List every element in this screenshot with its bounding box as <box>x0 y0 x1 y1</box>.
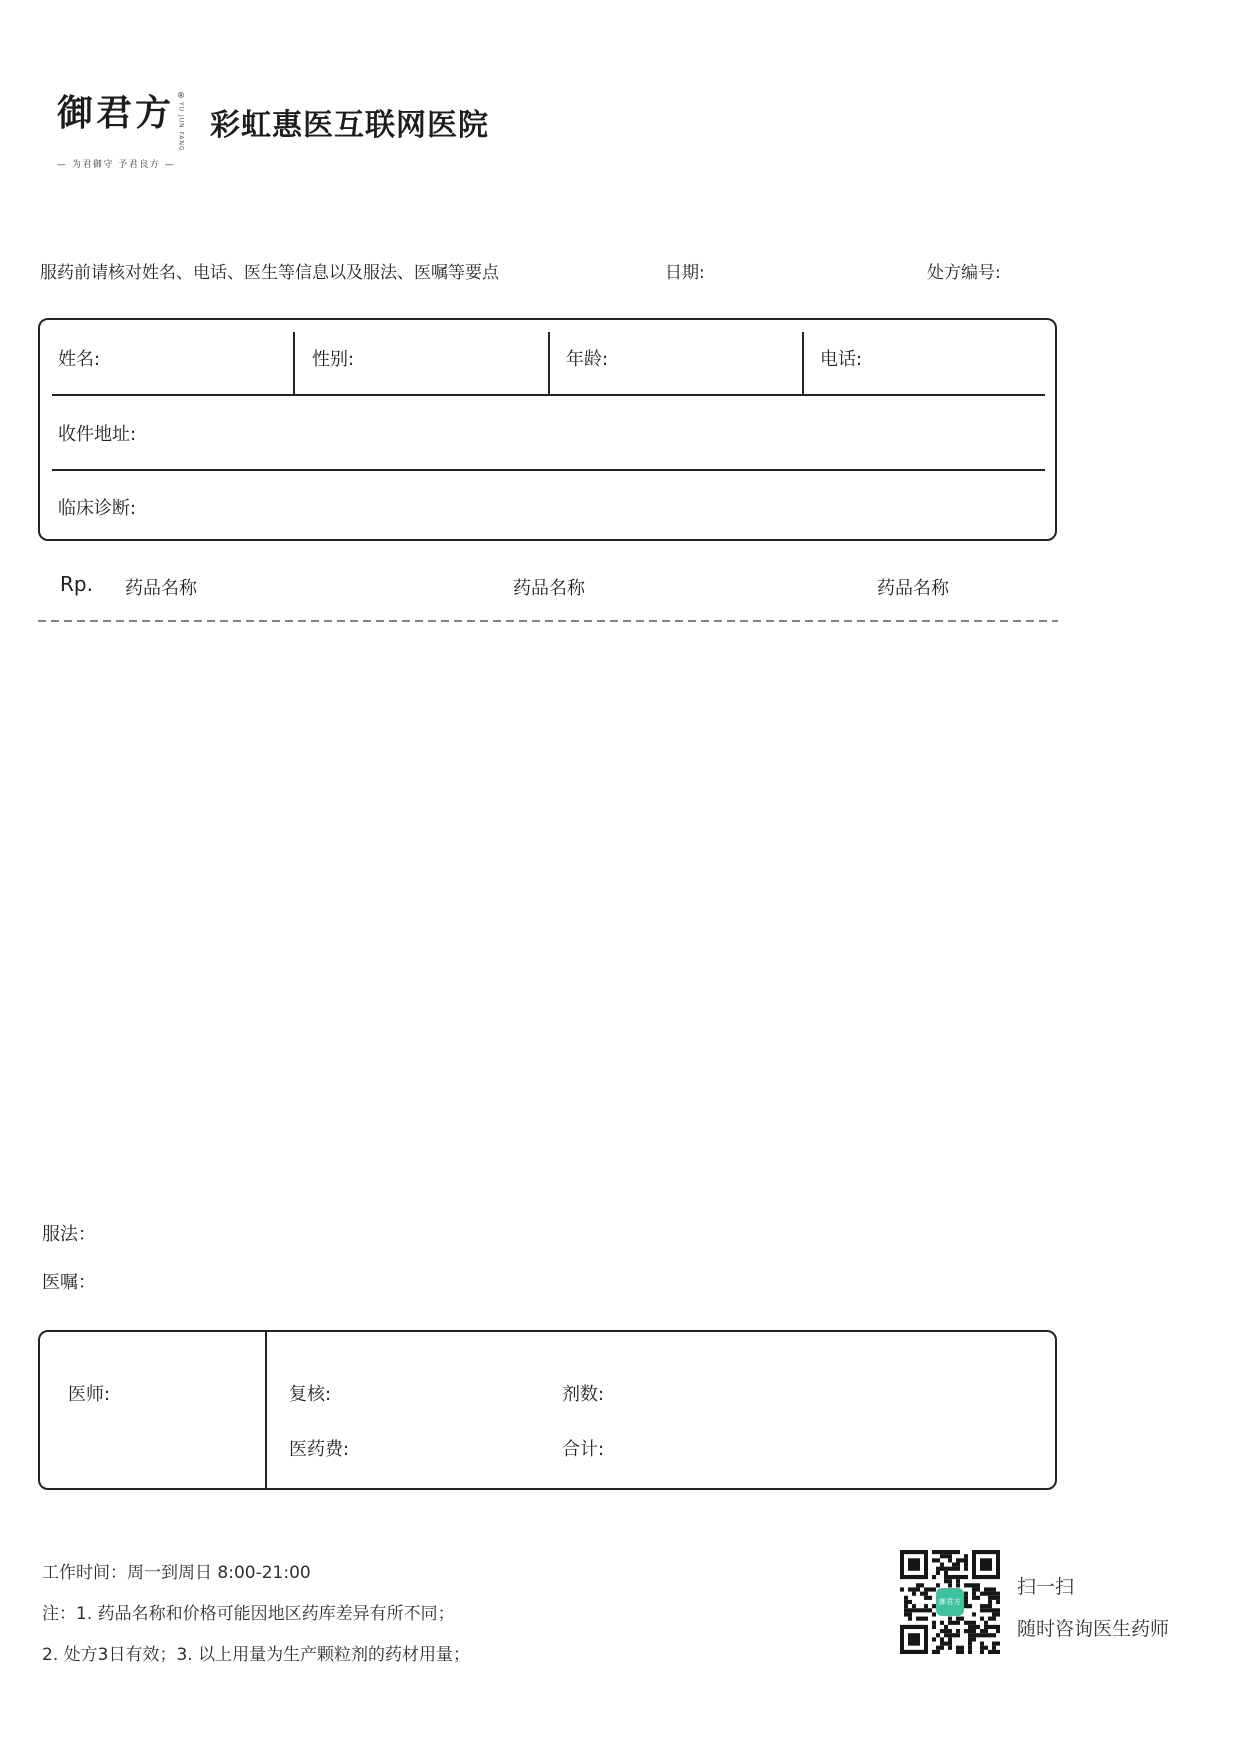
signoff-box <box>38 1330 1057 1490</box>
physician-label: 医师: <box>68 1384 111 1405</box>
patient-info-box <box>38 318 1057 541</box>
phone-label: 电话: <box>820 349 863 370</box>
logo-tagline: — 为君御守 予君良方 — <box>57 159 176 170</box>
qr-code <box>900 1550 1000 1654</box>
total-label: 合计: <box>562 1439 605 1460</box>
address-label: 收件地址: <box>58 424 137 445</box>
divider <box>265 1332 267 1488</box>
doses-label: 剂数: <box>562 1384 605 1405</box>
drug-name-column: 药品名称 <box>125 578 197 599</box>
qr-center-text: 御君方 <box>938 1598 962 1606</box>
rp-label: Rp. <box>60 572 93 596</box>
divider <box>293 332 295 394</box>
drug-name-column: 药品名称 <box>877 578 949 599</box>
footnote-1: 注：1. 药品名称和价格可能因地区药库差异有所不同； <box>42 1604 455 1624</box>
logo-mark <box>177 92 185 152</box>
hospital-title: 彩虹惠医互联网医院 <box>210 108 489 143</box>
scan-caption: 扫一扫 <box>1017 1576 1075 1598</box>
logo-text: 御君方 <box>57 92 175 134</box>
prescription-number-label: 处方编号: <box>927 263 1001 283</box>
dashed-separator <box>38 620 1058 622</box>
usage-label: 服法： <box>42 1224 96 1245</box>
review-label: 复核: <box>289 1384 332 1405</box>
registered-trademark-icon: ® <box>177 91 186 100</box>
doctor-advice-label: 医嘱： <box>42 1272 96 1293</box>
divider <box>548 332 550 394</box>
verify-notice: 服药前请核对姓名、电话、医生等信息以及服法、医嘱等要点 <box>40 263 499 283</box>
footnote-2: 2. 处方3日有效；3. 以上用量为生产颗粒剂的药材用量； <box>42 1645 471 1665</box>
working-hours: 工作时间：周一到周日 8:00-21:00 <box>42 1563 311 1583</box>
logo-row <box>57 90 185 152</box>
drug-name-column: 药品名称 <box>513 578 585 599</box>
divider <box>52 394 1045 396</box>
date-label: 日期: <box>665 263 705 283</box>
divider <box>52 469 1045 471</box>
name-label: 姓名: <box>58 349 101 370</box>
logo-pinyin: YU JUN FANG <box>177 102 185 152</box>
qr-center-logo <box>936 1588 964 1616</box>
medical-fee-label: 医药费: <box>289 1439 350 1460</box>
consult-caption: 随时咨询医生药师 <box>1017 1618 1170 1640</box>
gender-label: 性别: <box>312 349 355 370</box>
diagnosis-label: 临床诊断: <box>58 498 137 519</box>
divider <box>802 332 804 394</box>
age-label: 年龄: <box>566 349 609 370</box>
yujunfang-logo <box>57 90 185 170</box>
